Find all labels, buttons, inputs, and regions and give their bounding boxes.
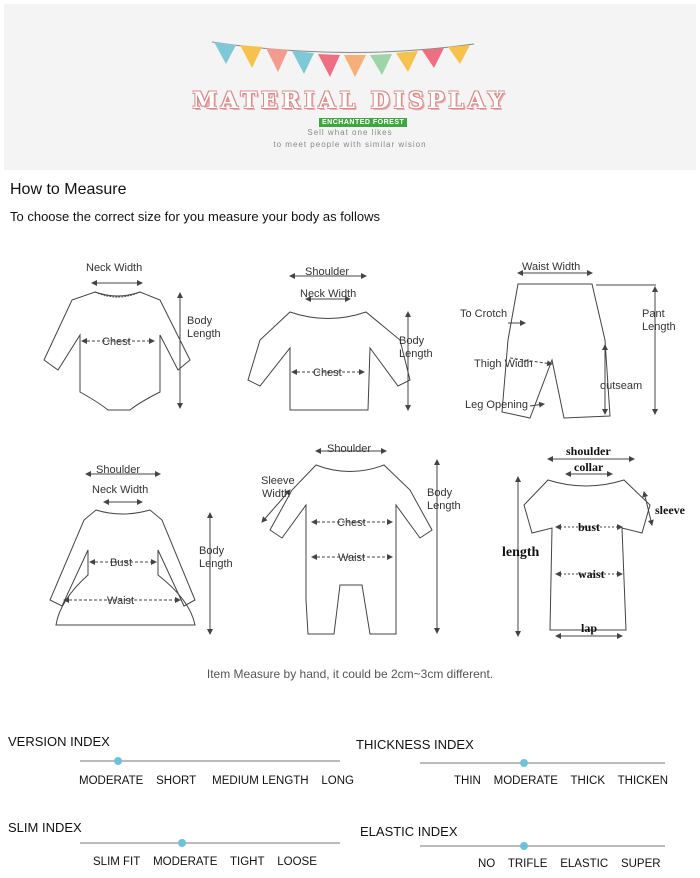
bodysuit-body-label: Body (187, 315, 213, 327)
brand-badge: ENCHANTED FOREST (319, 118, 407, 127)
slim-option: LOOSE (277, 856, 317, 868)
tee-bust-label: bust (578, 520, 601, 534)
page-subtitle: To choose the correct size for you measure your body as follows (10, 209, 380, 224)
slogan-line1: Sell what one likes (307, 128, 393, 137)
tee-lap-label: lap (581, 621, 598, 635)
pants-to-crotch-label: To Crotch (460, 308, 508, 320)
dress-waist-label: Waist (107, 595, 135, 607)
tee-waist-label: waist (578, 567, 605, 581)
thickness-option: THICK (570, 775, 606, 787)
pants-outseam-label: outseam (600, 380, 643, 392)
romper-width-label: Width (262, 488, 291, 500)
thickness-index-options (454, 775, 668, 787)
bodysuit-neck-width-label: Neck Width (86, 262, 143, 274)
version-index-marker (114, 757, 122, 765)
pants-leg-opening-label: Leg Opening (465, 399, 528, 411)
slim-index-options (93, 856, 317, 868)
dress-bust-label: Bust (110, 557, 133, 569)
romper-length-label: Length (427, 500, 461, 512)
longsleeve-chest-label: Chest (313, 367, 342, 379)
bodysuit-length-label: Length (187, 328, 221, 340)
tee-length-label: length (502, 545, 540, 560)
pants-length-label: Length (642, 321, 676, 333)
longsleeve-length-label: Length (399, 348, 433, 360)
version-index-title: VERSION INDEX (8, 734, 110, 749)
version-option: MODERATE (79, 775, 144, 787)
elastic-index-marker (520, 842, 528, 850)
thickness-option: THICKEN (617, 775, 669, 787)
longsleeve-shoulder-label: Shoulder (305, 266, 350, 278)
elastic-option: SUPER (620, 858, 661, 870)
version-option: MEDIUM LENGTH (212, 775, 309, 787)
romper-chest-label: Chest (337, 517, 366, 529)
bodysuit-chest-label: Chest (102, 336, 131, 348)
tee-sleeve-label: sleeve (655, 503, 685, 517)
elastic-option: NO (478, 858, 496, 870)
tee-shoulder-label: shoulder (566, 444, 611, 458)
thickness-option: MODERATE (493, 775, 558, 787)
version-index-options (79, 775, 354, 787)
romper-waist-label: Waist (338, 552, 366, 564)
tee-collar-label: collar (574, 460, 604, 474)
pants-thigh-width-label: Thigh Width (474, 358, 533, 370)
elastic-index-title: ELASTIC INDEX (360, 824, 458, 839)
version-option: SHORT (156, 775, 197, 787)
slim-option: TIGHT (229, 856, 265, 868)
dress-body-label: Body (199, 545, 225, 557)
pants-pant-label: Pant (642, 308, 665, 320)
dress-shoulder-label: Shoulder (96, 464, 141, 476)
dress-neck-width-label: Neck Width (92, 484, 149, 496)
slim-index-marker (178, 839, 186, 847)
version-option: LONG (321, 775, 354, 787)
romper-shoulder-label: Shoulder (327, 443, 372, 455)
romper-body-label: Body (427, 487, 453, 499)
dress-length-label: Length (199, 558, 233, 570)
slim-option: MODERATE (153, 856, 218, 868)
thickness-index-marker (520, 759, 528, 767)
slim-option: SLIM FIT (93, 856, 141, 868)
pants-waist-width-label: Waist Width (522, 261, 581, 273)
page-title: How to Measure (10, 181, 127, 198)
thickness-index-title: THICKNESS INDEX (356, 737, 474, 752)
thickness-option: THIN (454, 775, 481, 787)
measure-note: Item Measure by hand, it could be 2cm~3cm different. (206, 667, 494, 681)
slogan-line2: to meet people with similar wision (273, 140, 427, 149)
elastic-index-options (478, 858, 661, 870)
romper-sleeve-label: Sleeve (261, 475, 295, 487)
longsleeve-body-label: Body (399, 335, 425, 347)
banner-title: MATERIAL DISPLAY (192, 88, 508, 114)
elastic-option: ELASTIC (560, 858, 609, 870)
elastic-option: TRIFLE (507, 858, 548, 870)
slim-index-title: SLIM INDEX (8, 820, 82, 835)
longsleeve-neck-width-label: Neck Width (300, 288, 357, 300)
